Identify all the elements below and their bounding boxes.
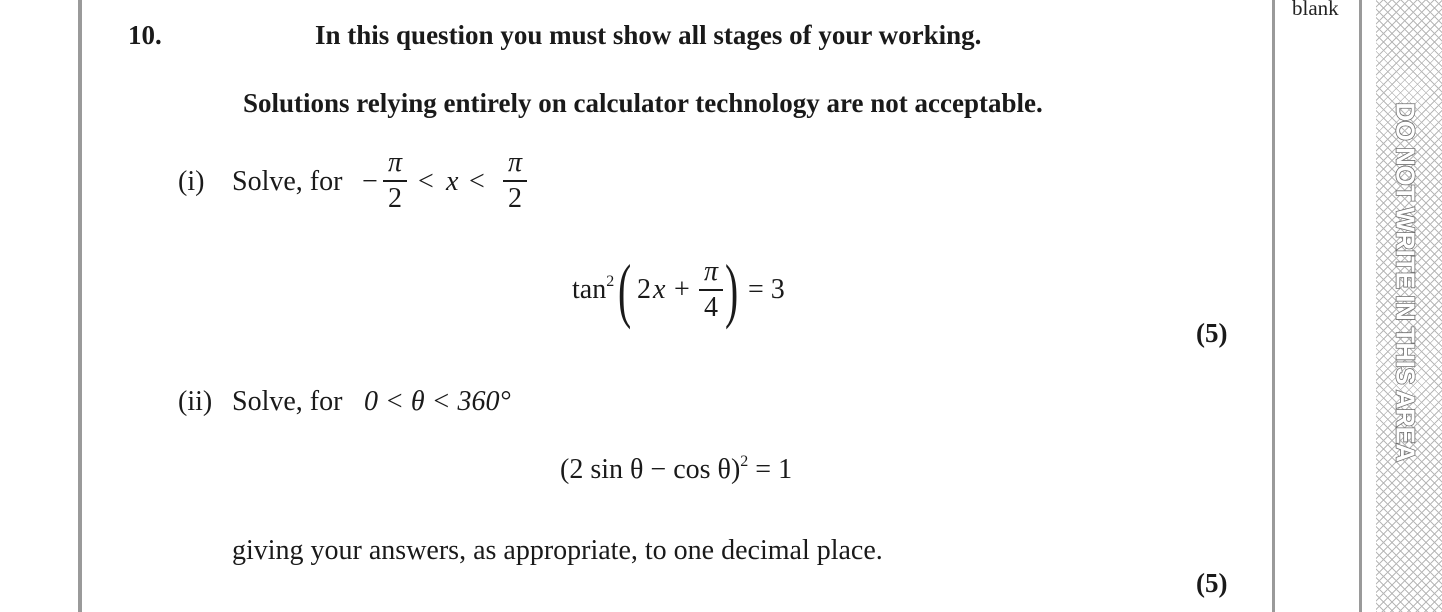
part-i-range-upper-fraction — [503, 149, 527, 213]
part-i-eq-close-paren: ) — [725, 250, 739, 330]
fraction-bar — [699, 289, 723, 291]
part-i-range-lower-num: π — [387, 147, 403, 178]
part-i-range-lower-fraction — [383, 149, 407, 213]
part-ii-note: giving your answers, as appropriate, to one decimal place. — [232, 535, 883, 566]
part-i-eq-fraction — [699, 258, 723, 322]
part-i-eq-den: 4 — [704, 291, 718, 323]
part-i-eq-num: π — [703, 256, 719, 287]
part-ii-label: (ii) — [178, 386, 213, 417]
part-ii-marks: (5) — [1196, 568, 1228, 598]
part-i-eq-plus: + — [674, 274, 690, 305]
part-i-eq-var: x — [653, 274, 666, 305]
instruction-calculator: Solutions relying entirely on calculator technology are not acceptable. — [243, 88, 1043, 118]
instruction-show-working: In this question you must show all stages of your working. — [315, 20, 982, 50]
part-i-eq-tan: tan — [572, 274, 607, 305]
part-i-range-minus: − — [362, 166, 378, 197]
part-ii-eq-body: 2 sin θ − cos θ — [569, 454, 731, 485]
part-ii-eq-open-paren: ( — [560, 454, 570, 485]
question-number: 10. — [128, 20, 162, 50]
part-i-range-lt-1: < — [418, 166, 434, 197]
part-i-eq-coefficient: 2 — [637, 274, 651, 305]
part-i-eq-function — [572, 274, 614, 306]
part-ii-prompt: Solve, for — [232, 386, 343, 417]
part-i-marks: (5) — [1196, 318, 1228, 348]
part-i-range-lt-2: < — [469, 166, 485, 197]
part-i-range-upper-num: π — [507, 147, 523, 178]
part-i-eq-open-paren: ( — [618, 250, 632, 330]
part-i-range-lower-den: 2 — [388, 182, 402, 214]
margin-border — [1359, 0, 1362, 612]
blank-label: blank — [1292, 0, 1339, 20]
fraction-bar — [503, 180, 527, 182]
part-ii-equation — [560, 454, 792, 486]
part-i-label: (i) — [178, 166, 205, 197]
part-ii-range: 0 < θ < 360° — [364, 386, 511, 417]
part-ii-eq-rhs: = 1 — [755, 454, 793, 485]
part-i-range-upper-den: 2 — [508, 182, 522, 214]
part-ii-eq-close-paren: ) — [730, 454, 741, 485]
part-ii-eq-exponent: 2 — [740, 453, 749, 470]
do-not-write-notice: DO NOT WRITE IN THIS AREA — [1390, 102, 1421, 462]
left-page-border — [78, 0, 82, 612]
fraction-bar — [383, 180, 407, 182]
right-page-border — [1272, 0, 1275, 612]
part-i-prompt: Solve, for — [232, 166, 343, 197]
part-i-range-var: x — [446, 166, 459, 197]
part-i-eq-exponent: 2 — [606, 273, 615, 290]
part-i-eq-rhs: = 3 — [748, 274, 785, 305]
